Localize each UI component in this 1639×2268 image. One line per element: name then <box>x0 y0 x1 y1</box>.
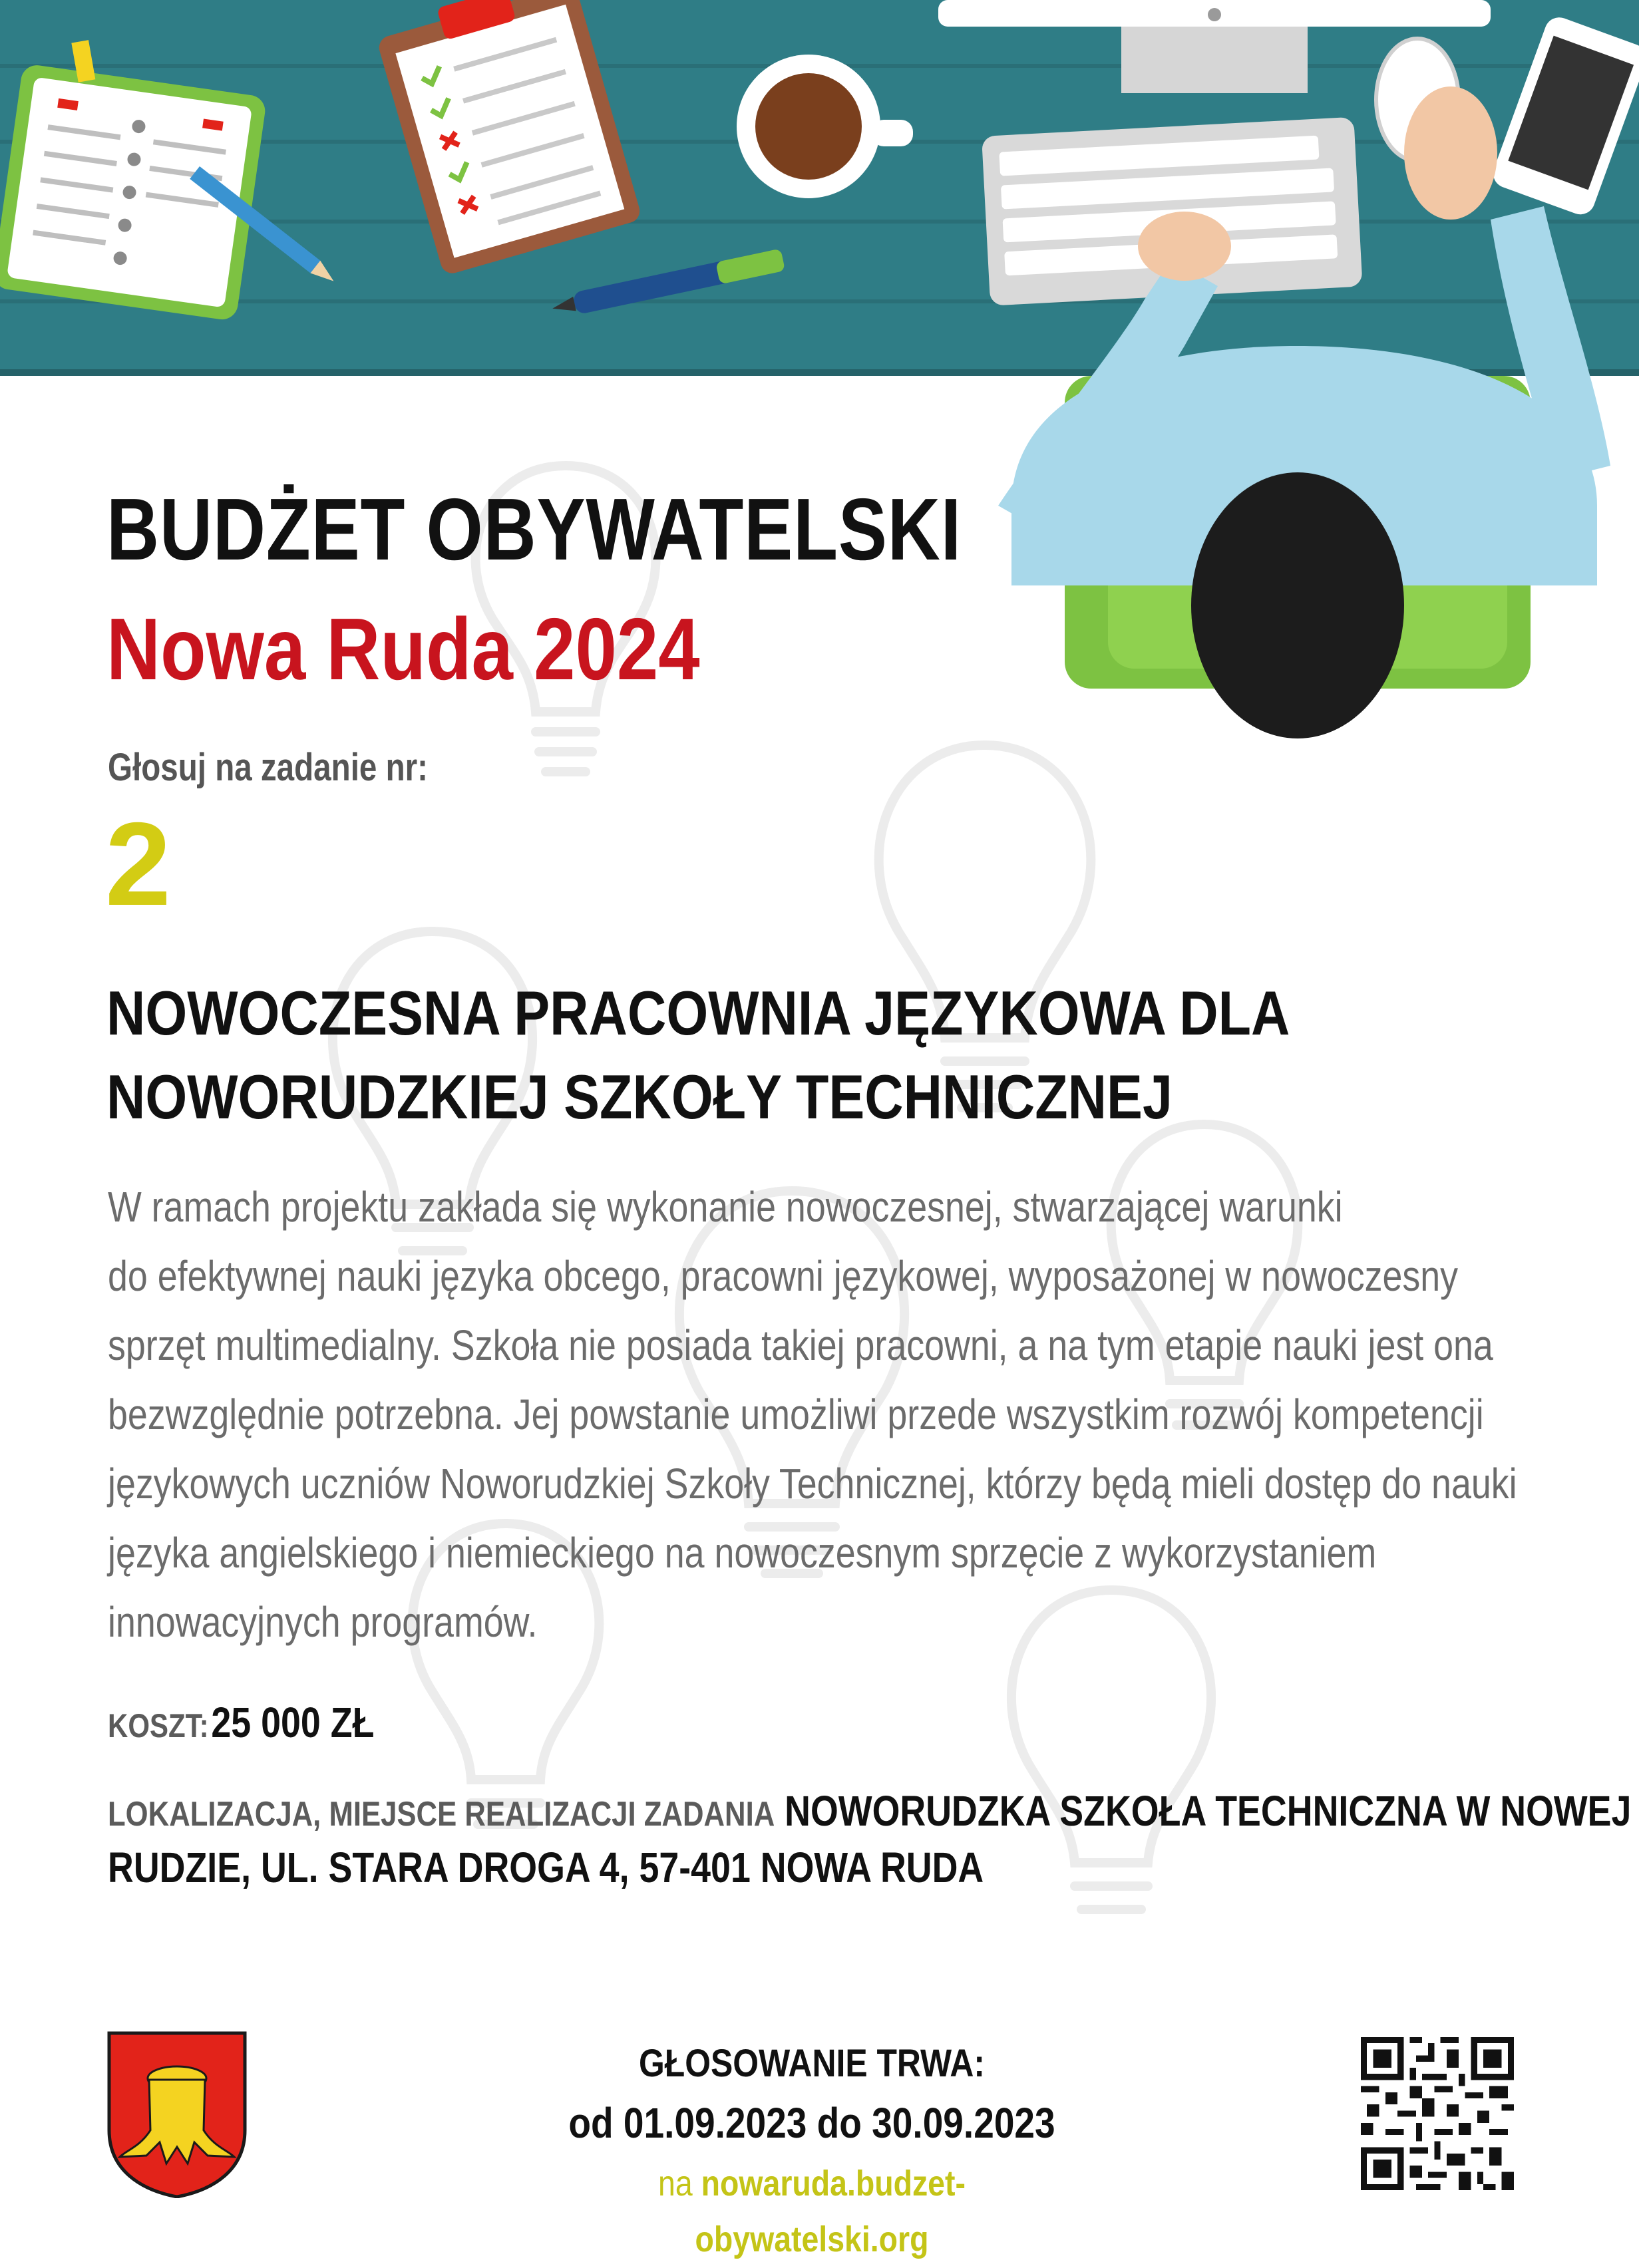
header-desk-banner <box>0 0 1639 376</box>
page-subtitle: Nowa Ruda 2024 <box>106 600 700 698</box>
voting-info <box>506 2037 1118 2267</box>
desk-edge <box>0 369 1639 376</box>
vote-label: Głosuj na zadanie nr: <box>108 746 428 789</box>
qr-code-icon[interactable] <box>1361 2037 1514 2190</box>
voting-website <box>548 2156 1075 2267</box>
desk-plank-line <box>0 64 1639 68</box>
task-title <box>106 971 1308 1139</box>
location-value: NOWORUDZKA SZKOŁA TECHNICZNA W NOWEJ <box>785 1787 1632 1835</box>
voting-site-prefix: na <box>658 2164 693 2203</box>
description-line: W ramach projektu zakłada się wykonanie nowoczesnej, stwarzającej warunki <box>108 1183 1343 1231</box>
location-block <box>108 1784 1632 1894</box>
page-title: BUDŻET OBYWATELSKI <box>106 480 962 578</box>
cost-label: KOSZT: <box>108 1707 209 1744</box>
voting-title: GŁOSOWANIE TRWA: <box>638 2042 986 2085</box>
location-label: LOKALIZACJA, MIEJSCE REALIZACJI ZADANIA <box>108 1795 775 1834</box>
voting-dates: od 01.09.2023 do 30.09.2023 <box>568 2099 1055 2147</box>
voting-site-link[interactable]: nowaruda.budzet-obywatelski.org <box>695 2164 966 2259</box>
task-title-line: NOWORUDZKIEJ SZKOŁY TECHNICZNEJ <box>106 1062 1173 1132</box>
desk-plank-line <box>0 299 1639 303</box>
description-line: językowych uczniów Noworudzkiej Szkoły Technicznej, którzy będą mieli dostęp do nauki <box>108 1460 1517 1508</box>
cost-value: 25 000 ZŁ <box>211 1699 375 1746</box>
description-line: bezwzględnie potrzebna. Jej powstanie umożliwi przede wszystkim rozwój kompetencji <box>108 1390 1484 1438</box>
task-number: 2 <box>105 798 171 930</box>
task-description <box>108 1172 1517 1657</box>
coat-of-arms-icon <box>106 2030 248 2198</box>
desk-plank-line <box>0 220 1639 224</box>
desk-plank-line <box>0 140 1639 144</box>
description-line: sprzęt multimedialny. Szkoła nie posiada takiej pracowni, a na tym etapie nauki jest ona <box>108 1321 1493 1369</box>
description-line: do efektywnej nauki języka obcego, pracowni językowej, wyposażonej w nowoczesny <box>108 1252 1459 1300</box>
description-line: innowacyjnych programów. <box>108 1598 538 1646</box>
cost-row <box>108 1698 374 1747</box>
description-line: języka angielskiego i niemieckiego na nowoczesnym sprzęcie z wykorzystaniem <box>108 1529 1377 1577</box>
location-value-continued: RUDZIE, UL. STARA DROGA 4, 57-401 NOWA RUDA <box>108 1844 984 1891</box>
task-title-line: NOWOCZESNA PRACOWNIA JĘZYKOWA DLA <box>106 978 1290 1048</box>
